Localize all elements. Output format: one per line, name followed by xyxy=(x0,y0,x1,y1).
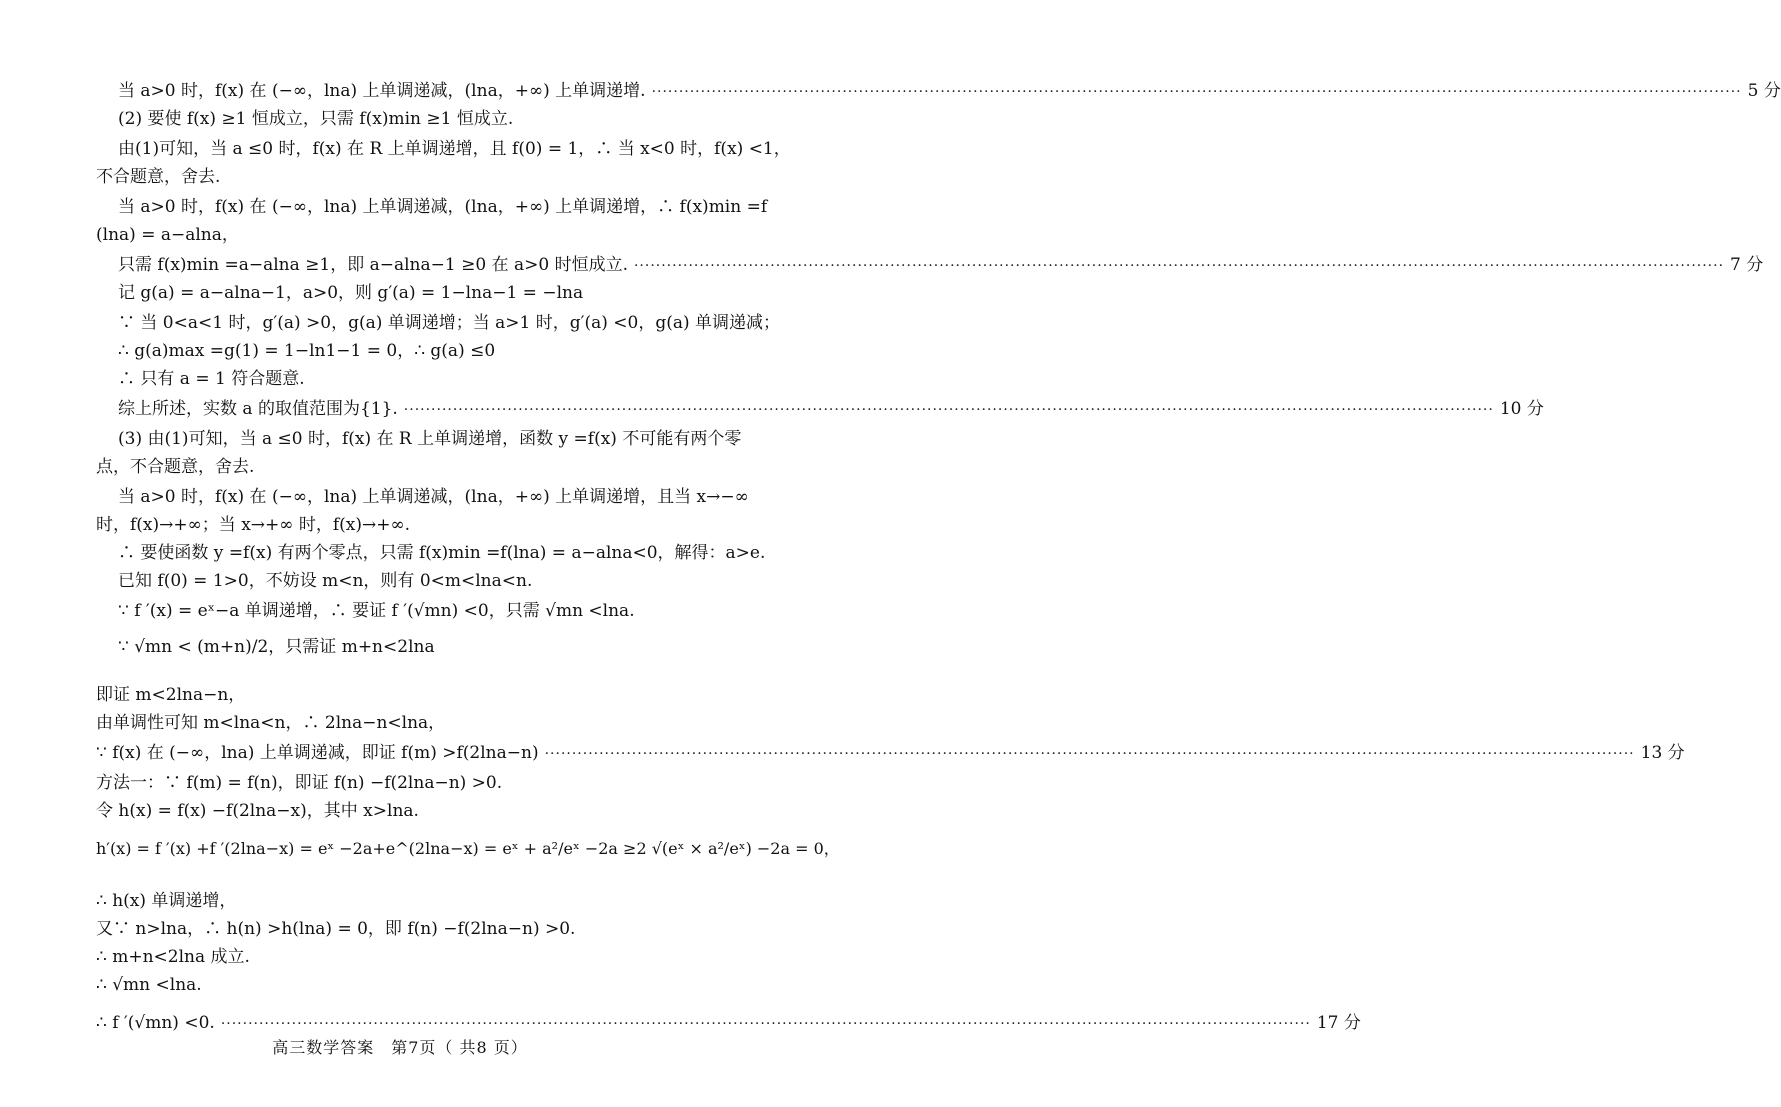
line-text: ∴ 要使函数 y =f(x) 有两个零点，只需 f(x)min =f(lna) = a−alna<0，解得：a>e. xyxy=(118,543,766,563)
solution-line xyxy=(118,636,720,658)
solution-line xyxy=(118,368,720,390)
solution-line xyxy=(118,196,768,218)
line-text: 方法一：∵ f(m) = f(n)，即证 f(n) −f(2lna−n) >0. xyxy=(96,773,503,793)
leader-dots: ········································································································································································································ xyxy=(544,746,1635,762)
line-text: ∵ √mn < (m+n)/2，只需证 m+n<2lna xyxy=(118,637,435,657)
line-text: 当 a>0 时，f(x) 在 (−∞，lna) 上单调递减，(lna，+∞) 上单调递增. xyxy=(118,81,646,101)
solution-line xyxy=(118,340,720,362)
line-text: ∵ 当 0<a<1 时，g′(a) >0，g(a) 单调递增；当 a>1 时，g′(a) <0，g(a) 单调递减； xyxy=(118,313,781,333)
solution-line xyxy=(118,600,720,622)
solution-line xyxy=(96,712,698,734)
solution-line xyxy=(96,224,698,246)
line-text: ∴ √mn <lna. xyxy=(96,975,202,995)
page-footer: 高三数学答案 第7页（ 共8 页） xyxy=(272,1038,528,1057)
solution-line xyxy=(96,166,698,188)
line-text: ∴ h(x) 单调递增， xyxy=(96,891,237,911)
leader-dots: ········································································································································································································ xyxy=(651,84,1742,100)
solution-line xyxy=(118,486,749,508)
solution-line xyxy=(96,890,698,912)
solution-line xyxy=(96,918,698,940)
leader-dots: ········································································································································································································ xyxy=(633,258,1725,274)
solution-line xyxy=(118,428,742,450)
solution-line xyxy=(118,108,720,130)
line-text: 当 a>0 时，f(x) 在 (−∞，lna) 上单调递减，(lna，+∞) 上单调递增，∴ f(x)min =f xyxy=(118,197,768,217)
line-text: 不合题意，舍去. xyxy=(96,167,221,187)
line-text: (3) 由(1)可知，当 a ≤0 时，f(x) 在 R 上单调递增，函数 y =f(x) 不可能有两个零 xyxy=(118,429,742,449)
solution-line xyxy=(118,570,720,592)
line-text: h′(x) = f ′(x) +f ′(2lna−x) = eˣ −2a+e^(2lna−x) = eˣ + a²/eˣ −2a ≥2 √(eˣ × a²/eˣ) −2a = 0， xyxy=(96,839,840,858)
solution-line xyxy=(118,254,1764,277)
line-text: 时，f(x)→+∞；当 x→+∞ 时，f(x)→+∞. xyxy=(96,515,411,535)
score-points: 7 分 xyxy=(1730,255,1764,275)
solution-line xyxy=(96,1012,1361,1035)
line-text: 当 a>0 时，f(x) 在 (−∞，lna) 上单调递减，(lna，+∞) 上单调递增，且当 x→−∞ xyxy=(118,487,749,507)
score-points: 10 分 xyxy=(1499,399,1544,419)
solution-line xyxy=(118,138,791,160)
leader-dots: ········································································································································································································ xyxy=(403,402,1494,418)
solution-line xyxy=(96,684,698,706)
solution-line xyxy=(96,974,698,996)
line-text: ∴ g(a)max =g(1) = 1−ln1−1 = 0，∴ g(a) ≤0 xyxy=(118,341,496,361)
solution-line xyxy=(96,742,1685,765)
line-text: 即证 m<2lna−n， xyxy=(96,685,246,705)
solution-line xyxy=(118,312,781,334)
line-text: 由(1)可知，当 a ≤0 时，f(x) 在 R 上单调递增，且 f(0) = 1，∴ 当 x<0 时，f(x) <1， xyxy=(118,139,791,159)
score-points: 13 分 xyxy=(1640,743,1685,763)
line-text: (lna) = a−alna， xyxy=(96,225,239,245)
line-text: ∴ f ′(√mn) <0. xyxy=(96,1013,215,1033)
solution-line xyxy=(96,772,698,794)
score-points: 5 分 xyxy=(1747,81,1781,101)
line-text: 记 g(a) = a−alna−1，a>0，则 g′(a) = 1−lna−1 = −lna xyxy=(118,283,584,303)
line-text: 令 h(x) = f(x) −f(2lna−x)，其中 x>lna. xyxy=(96,801,419,821)
solution-line xyxy=(118,282,720,304)
line-text: ∵ f ′(x) = eˣ−a 单调递增，∴ 要证 f ′(√mn) <0，只需 √mn <lna. xyxy=(118,601,635,621)
line-text: ∴ 只有 a = 1 符合题意. xyxy=(118,369,305,389)
line-text: 由单调性可知 m<lna<n，∴ 2lna−n<lna， xyxy=(96,713,446,733)
leader-dots: ········································································································································································································ xyxy=(220,1016,1311,1032)
solution-line xyxy=(96,456,698,478)
line-text: 又∵ n>lna，∴ h(n) >h(lna) = 0，即 f(n) −f(2lna−n) >0. xyxy=(96,919,576,939)
solution-line xyxy=(96,946,698,968)
line-text: 只需 f(x)min =a−alna ≥1，即 a−alna−1 ≥0 在 a>0 时恒成立. xyxy=(118,255,628,275)
solution-line xyxy=(96,800,698,822)
line-text: 点，不合题意，舍去. xyxy=(96,457,255,477)
solution-line xyxy=(96,514,698,536)
line-text: ∴ m+n<2lna 成立. xyxy=(96,947,250,967)
line-text: 已知 f(0) = 1>0，不妨设 m<n，则有 0<m<lna<n. xyxy=(118,571,533,591)
solution-line xyxy=(118,542,766,564)
line-text: ∵ f(x) 在 (−∞，lna) 上单调递减，即证 f(m) >f(2lna−n) xyxy=(96,743,539,763)
solution-line xyxy=(118,398,1544,421)
score-points: 17 分 xyxy=(1316,1013,1361,1033)
solution-line xyxy=(96,838,840,860)
line-text: (2) 要使 f(x) ≥1 恒成立，只需 f(x)min ≥1 恒成立. xyxy=(118,109,514,129)
line-text: 综上所述，实数 a 的取值范围为{1}. xyxy=(118,399,398,419)
solution-line xyxy=(118,80,1781,103)
